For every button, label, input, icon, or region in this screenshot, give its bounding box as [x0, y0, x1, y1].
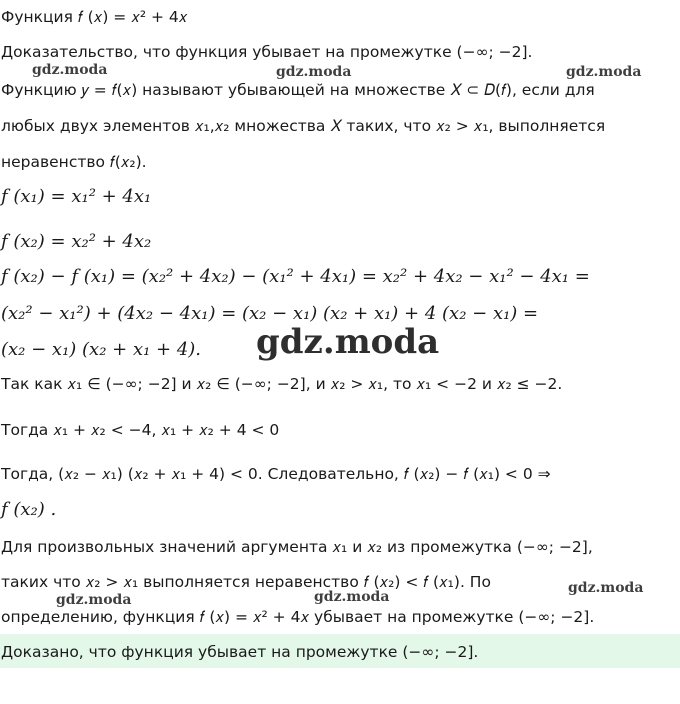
interval-condition: Так как 𝑥₁ ∈ (−∞; −2] и 𝑥₂ ∈ (−∞; −2], и 𝑥₂ > 𝑥₁, то 𝑥₁ < −2 и 𝑥₂ ≤ −2.	[1, 375, 563, 393]
summary-line-2: таких что 𝑥₂ > 𝑥₁ выполняется неравенство 𝑓 (𝑥₂) < 𝑓 (𝑥₁). По	[1, 573, 491, 591]
function-definition: Функция 𝑓 (𝑥) = 𝑥² + 4𝑥	[1, 8, 188, 26]
difference-line-3: (𝑥₂ − 𝑥₁) (𝑥₂ + 𝑥₁ + 4).	[1, 339, 202, 360]
watermark: gdz.moda	[56, 592, 132, 608]
watermark: gdz.moda	[566, 64, 642, 80]
watermark-large: gdz.moda	[256, 322, 440, 362]
sign-conclusion-2: 𝑓 (𝑥₂) .	[1, 499, 57, 520]
watermark: gdz.moda	[314, 589, 390, 605]
definition-line-3: неравенство 𝑓(𝑥₂).	[1, 153, 147, 171]
definition-line-1: Функцию 𝑦 = 𝑓(𝑥) называют убывающей на множестве 𝑋 ⊂ 𝐷(𝑓), если для	[1, 81, 595, 99]
summary-line-1: Для произвольных значений аргумента 𝑥₁ и 𝑥₂ из промежутка (−∞; −2],	[1, 538, 593, 556]
conclusion-text: Доказано, что функция убывает на промежутке (−∞; −2].	[1, 643, 479, 661]
difference-line-2: (𝑥₂² − 𝑥₁²) + (4𝑥₂ − 4𝑥₁) = (𝑥₂ − 𝑥₁) (𝑥₂ + 𝑥₁) + 4 (𝑥₂ − 𝑥₁) =	[1, 303, 539, 324]
definition-line-2: любых двух элементов 𝑥₁,𝑥₂ множества 𝑋 таких, что 𝑥₂ > 𝑥₁, выполняется	[1, 117, 606, 135]
f-x1-formula: 𝑓 (𝑥₁) = 𝑥₁² + 4𝑥₁	[1, 186, 152, 207]
summary-line-3: определению, функция 𝑓 (𝑥) = 𝑥² + 4𝑥 убывает на промежутке (−∞; −2].	[1, 608, 595, 626]
f-x2-formula: 𝑓 (𝑥₂) = 𝑥₂² + 4𝑥₂	[1, 231, 152, 252]
proof-goal: Доказательство, что функция убывает на промежутке (−∞; −2].	[1, 43, 533, 61]
difference-line-1: 𝑓 (𝑥₂) − 𝑓 (𝑥₁) = (𝑥₂² + 4𝑥₂) − (𝑥₁² + 4𝑥₁) = 𝑥₂² + 4𝑥₂ − 𝑥₁² − 4𝑥₁ =	[1, 266, 590, 287]
watermark: gdz.moda	[32, 62, 108, 78]
sum-inequality: Тогда 𝑥₁ + 𝑥₂ < −4, 𝑥₁ + 𝑥₂ + 4 < 0	[1, 421, 280, 439]
watermark: gdz.moda	[276, 64, 352, 80]
watermark: gdz.moda	[568, 580, 644, 596]
sign-conclusion-1: Тогда, (𝑥₂ − 𝑥₁) (𝑥₂ + 𝑥₁ + 4) < 0. Следовательно, 𝑓 (𝑥₂) − 𝑓 (𝑥₁) < 0 ⇒	[1, 465, 551, 483]
